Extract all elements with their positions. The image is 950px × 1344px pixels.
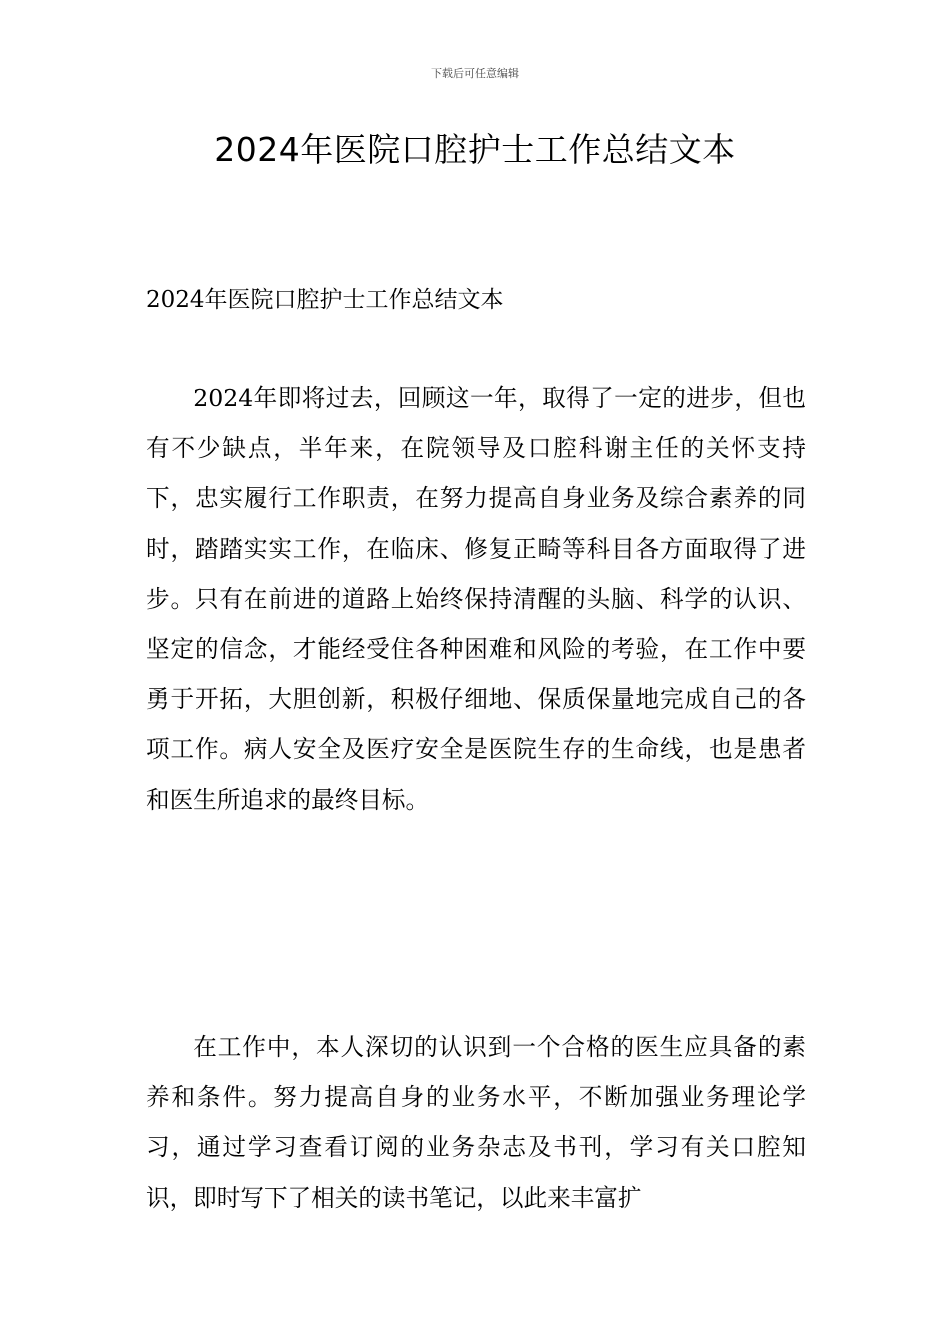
document-title: 2024年医院口腔护士工作总结文本	[214, 130, 736, 169]
paragraph-1: 2024年即将过去，回顾这一年，取得了一定的进步，但也有不少缺点，半年来，在院领导及口腔科谢主任的关怀支持下，忠实履行工作职责，在努力提高自身业务及综合素养的同时，踏踏实实工作，在临床、修复正畸等科目各方面取得了进步。只有在前进的道路上始终保持清醒的头脑、科学的认识、坚定的信念，才能经受住各种困难和风险的考验，在工作中要勇于开拓，大胆创新，积极仔细地、保质保量地完成自己的各项工作。病人安全及医疗安全是医院生存的生命线，也是患者和医生所追求的最终目标。	[146, 384, 806, 814]
paragraph-2: 在工作中，本人深切的认识到一个合格的医生应具备的素养和条件。努力提高自身的业务水平，不断加强业务理论学习，通过学习查看订阅的业务杂志及书刊，学习有关口腔知识，即时写下了相关的读书笔记，以此来丰富扩	[146, 1033, 806, 1212]
header-note: 下载后可任意编辑	[431, 67, 519, 80]
document-subtitle: 2024年医院口腔护士工作总结文本	[146, 287, 504, 313]
